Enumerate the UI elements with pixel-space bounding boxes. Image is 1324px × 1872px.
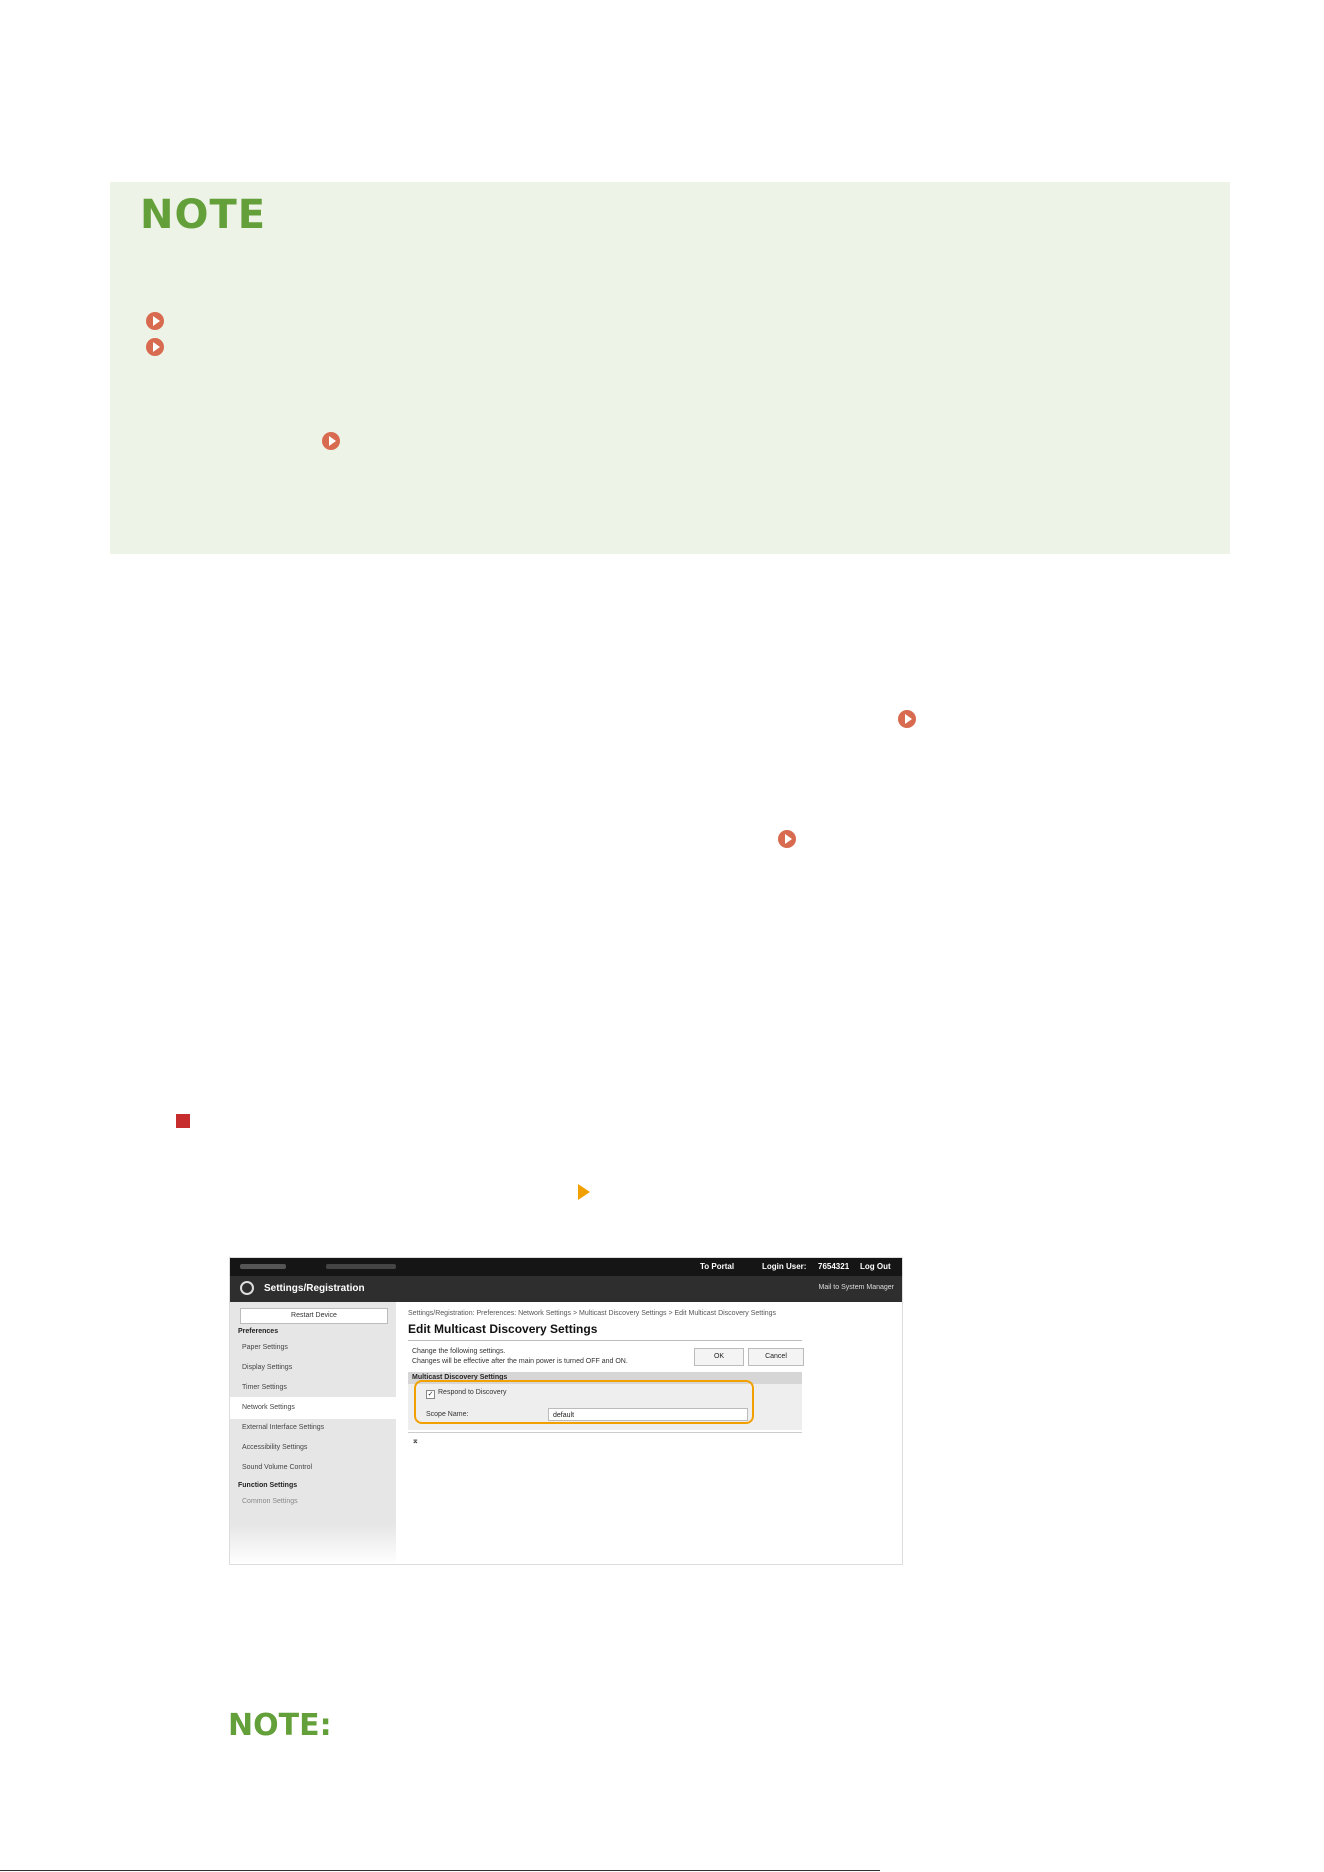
section-bullet-icon (176, 1114, 190, 1128)
mail-system-manager-link[interactable]: Mail to System Manager (818, 1284, 894, 1291)
description-line-2: Changes will be effective after the main power is turned OFF and ON. (412, 1358, 628, 1365)
highlight-outline (414, 1380, 754, 1424)
respond-to-discovery-checkbox[interactable]: ✓ (427, 1391, 434, 1398)
link-arrow-icon[interactable] (778, 830, 796, 848)
settings-icon (240, 1281, 254, 1295)
respond-to-discovery-label: Respond to Discovery (438, 1389, 507, 1396)
title-divider (408, 1340, 802, 1341)
note-title: NOTE (140, 192, 267, 238)
sidebar-item-display-settings[interactable]: Display Settings (242, 1364, 293, 1371)
sidebar-item-paper-settings[interactable]: Paper Settings (242, 1344, 288, 1351)
link-arrow-icon[interactable] (146, 338, 164, 356)
logout-link[interactable]: Log Out (860, 1262, 891, 1271)
sidebar-item-common-settings[interactable]: Common Settings (242, 1498, 298, 1505)
product-logo (240, 1264, 286, 1269)
link-arrow-icon[interactable] (322, 432, 340, 450)
link-arrow-icon[interactable] (898, 710, 916, 728)
back-to-top-icon[interactable]: ⌅ (412, 1436, 419, 1445)
top-bar (230, 1258, 902, 1276)
sidebar-item-timer-settings[interactable]: Timer Settings (242, 1384, 287, 1391)
settings-header (230, 1276, 902, 1302)
scope-name-label: Scope Name: (426, 1411, 469, 1418)
sidebar-item-external-interface-settings[interactable]: External Interface Settings (242, 1424, 325, 1431)
main-content (396, 1302, 902, 1564)
ok-button[interactable]: OK (694, 1348, 744, 1366)
note-subheading: NOTE: (228, 1708, 332, 1743)
step-arrow-icon (578, 1184, 590, 1200)
scope-name-input[interactable]: default (548, 1408, 748, 1421)
note-box (110, 182, 1230, 554)
sidebar-fade (230, 1524, 396, 1564)
description-line-1: Change the following settings. (412, 1348, 506, 1355)
sidebar-section-function-settings: Function Settings (238, 1482, 298, 1489)
sidebar-item-accessibility-settings[interactable]: Accessibility Settings (242, 1444, 308, 1451)
cancel-button[interactable]: Cancel (748, 1348, 804, 1366)
sidebar (230, 1302, 396, 1564)
link-arrow-icon[interactable] (146, 312, 164, 330)
header-title: Settings/Registration (264, 1283, 365, 1294)
ui-screenshot (230, 1258, 902, 1564)
login-user-label: Login User: (762, 1262, 807, 1271)
footer-rule (0, 1870, 880, 1871)
breadcrumb: Settings/Registration: Preferences: Network Settings > Multicast Discovery Settings > Edit Multicast Discovery Settings (408, 1310, 777, 1317)
section-header: Multicast Discovery Settings (408, 1372, 802, 1384)
model-name (326, 1264, 396, 1269)
sidebar-item-network-settings[interactable]: Network Settings (230, 1397, 396, 1419)
content-divider (408, 1432, 802, 1433)
to-portal-link[interactable]: To Portal (700, 1262, 735, 1271)
sidebar-item-sound-volume-control[interactable]: Sound Volume Control (242, 1464, 313, 1471)
sidebar-section-preferences: Preferences (238, 1328, 279, 1335)
login-user-value: 7654321 (818, 1262, 850, 1271)
restart-device-button[interactable]: Restart Device (240, 1308, 388, 1324)
page-title: Edit Multicast Discovery Settings (408, 1322, 598, 1336)
